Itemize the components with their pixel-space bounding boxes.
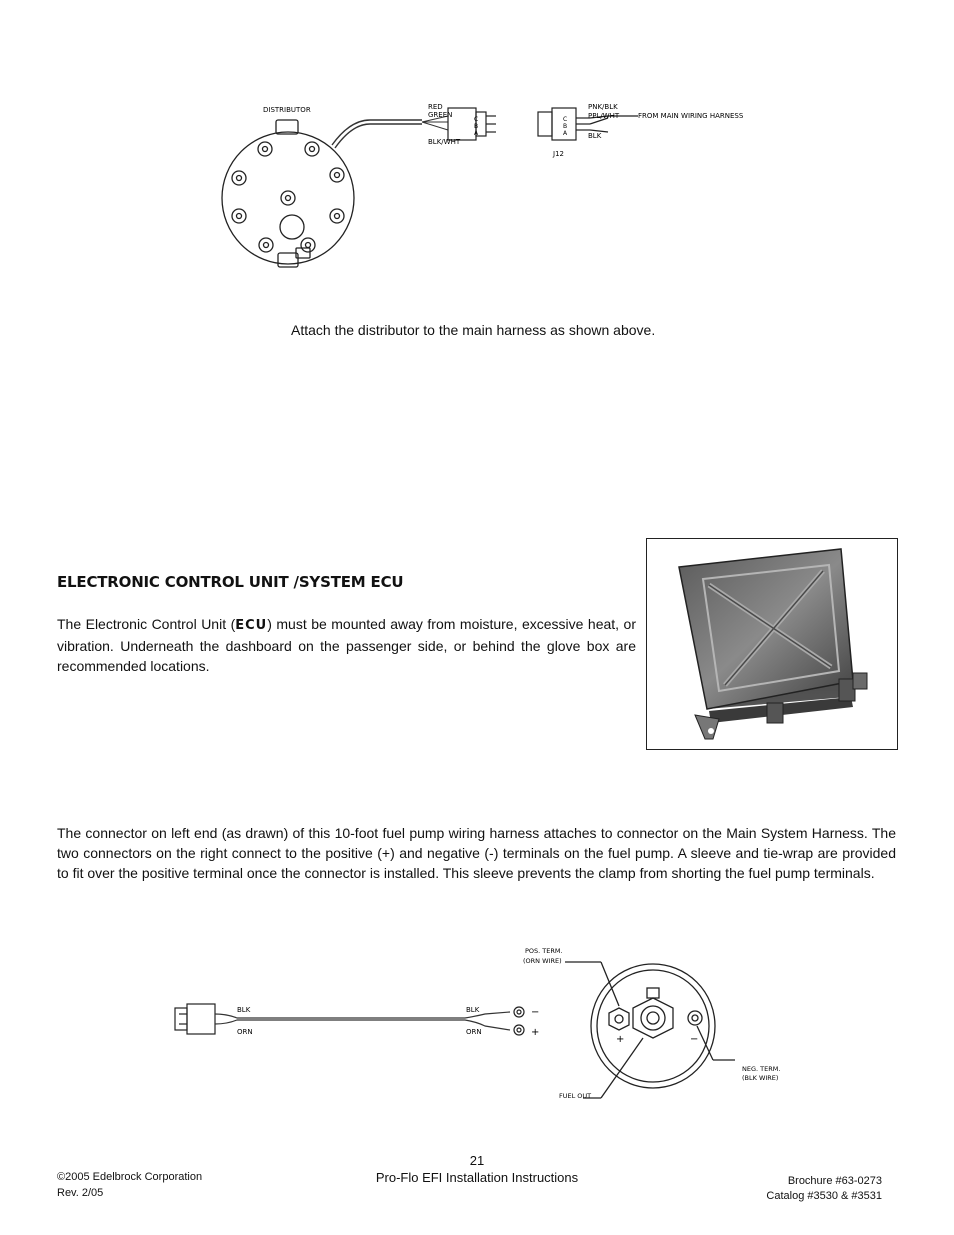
label-green: GREEN xyxy=(428,111,453,119)
footer-catalog: Catalog #3530 & #3531 xyxy=(766,1190,882,1202)
ring-terminals xyxy=(514,1007,524,1035)
fuel-pump-harness-diagram xyxy=(165,940,805,1110)
label-distributor: DISTRIBUTOR xyxy=(263,106,311,114)
fuel-pump-end-view xyxy=(565,962,735,1098)
page-number: 21 xyxy=(469,1153,485,1168)
label-pin-a-right: A xyxy=(563,130,568,137)
label-neg-term: NEG. TERM. xyxy=(742,1065,781,1073)
ecu-heading: ELECTRONIC CONTROL UNIT /SYSTEM ECU xyxy=(57,573,404,591)
label-pin-c-right: C xyxy=(563,116,568,123)
distributor-connector xyxy=(448,108,496,140)
label-pin-b-right: B xyxy=(563,123,568,130)
footer-revision: Rev. 2/05 xyxy=(57,1187,104,1199)
ecu-text-before: The Electronic Control Unit ( xyxy=(57,616,236,632)
label-red: RED xyxy=(428,103,443,111)
label-blk-wire: (BLK WIRE) xyxy=(742,1074,779,1082)
label-orn-wire: (ORN WIRE) xyxy=(523,957,562,965)
ecu-photo xyxy=(646,538,898,750)
footer-brochure: Brochure #63-0273 xyxy=(787,1175,882,1187)
cap-terminals xyxy=(232,142,344,252)
label-blk: BLK xyxy=(588,132,602,140)
harness-connector xyxy=(175,1004,215,1034)
label-orn-right: ORN xyxy=(466,1028,482,1036)
label-pin-a-left: A xyxy=(474,130,479,137)
label-ppl-wht: PPL/WHT xyxy=(588,112,620,120)
label-blk-left: BLK xyxy=(237,1006,251,1014)
fuel-pump-paragraph: The connector on left end (as drawn) of this 10-foot fuel pump wiring harness attaches to connector on the Main System Harness. The two connectors on the right connect to the positive (+) and negative (-) terminals on the fuel pump. A sleeve and tie-wrap are provided to fit over the positive terminal once the connector is installed. This sleeve prevents the clamp from shorting the fuel pump terminals. xyxy=(57,825,896,881)
distributor-caption: Attach the distributor to the main harness as shown above. xyxy=(291,322,656,338)
ecu-paragraph xyxy=(57,614,636,676)
label-face-minus: − xyxy=(690,1034,699,1045)
ecu-text-after: ) must be mounted away from moisture, excessive heat, or vibration. Underneath the dashboard on the passenger side, or behind the glove box are recommended locations. xyxy=(57,616,637,674)
label-blk-right: BLK xyxy=(466,1006,480,1014)
label-pin-c-left: C xyxy=(474,116,479,123)
label-pnk-blk: PNK/BLK xyxy=(588,103,618,111)
footer-title: Pro-Flo EFI Installation Instructions xyxy=(375,1170,579,1185)
label-plus-terminal: + xyxy=(531,1027,540,1038)
distributor-wiring-diagram xyxy=(200,90,760,280)
footer-copyright: ©2005 Edelbrock Corporation xyxy=(57,1171,203,1183)
label-from-main-harness: FROM MAIN WIRING HARNESS xyxy=(638,112,744,120)
label-pin-b-left: B xyxy=(474,123,479,130)
label-face-plus: + xyxy=(616,1034,625,1045)
label-blk-wht: BLK/WHT xyxy=(428,138,461,146)
ecu-abbreviation: ECU xyxy=(235,618,268,633)
label-orn-left: ORN xyxy=(237,1028,253,1036)
ecu-unit-image xyxy=(647,539,897,749)
label-minus-terminal: − xyxy=(531,1007,540,1018)
label-pos-term: POS. TERM. xyxy=(525,947,563,955)
label-j12: J12 xyxy=(553,150,564,158)
label-fuel-out: FUEL OUT xyxy=(559,1092,592,1100)
